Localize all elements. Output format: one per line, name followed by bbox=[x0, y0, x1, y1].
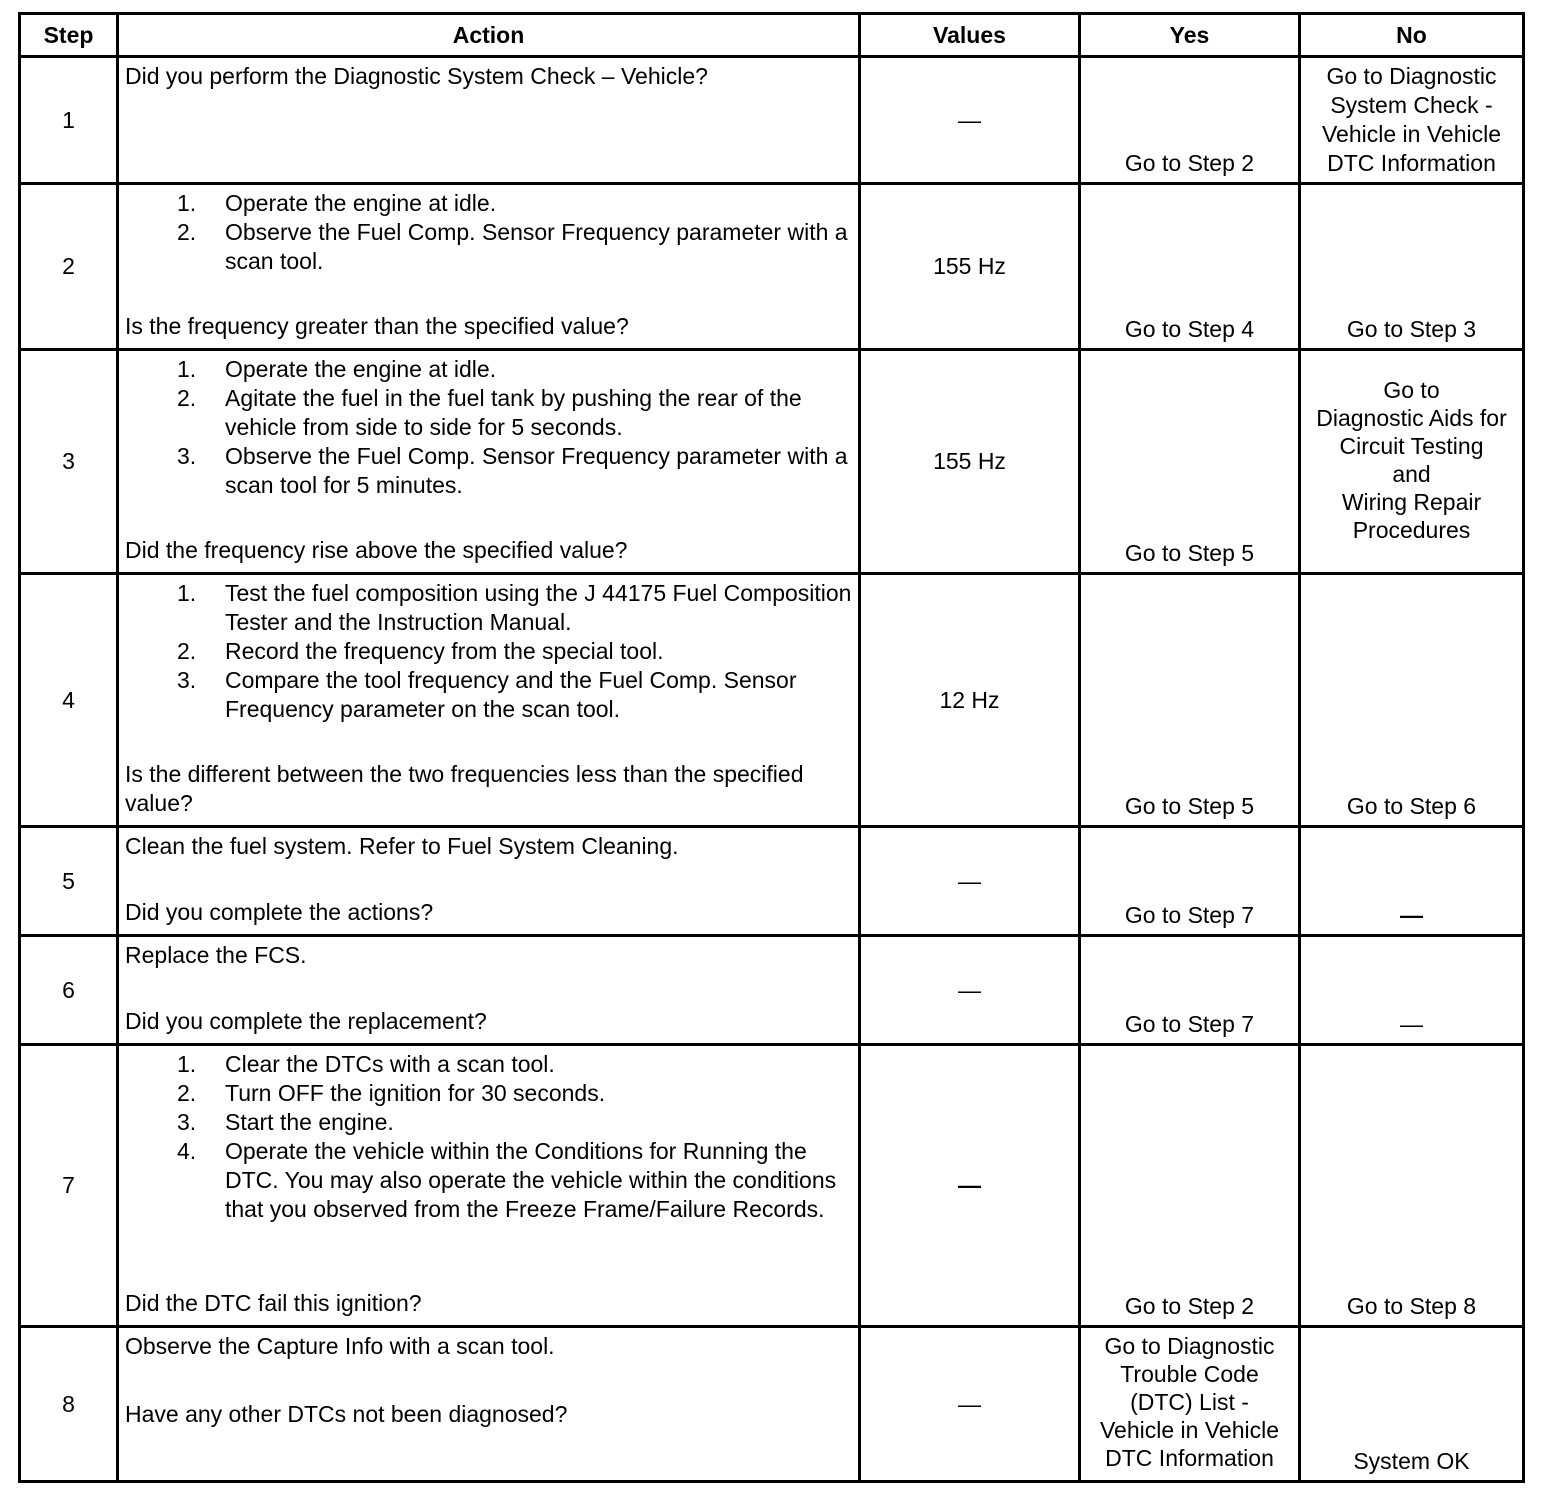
step-number: 7 bbox=[20, 1045, 118, 1327]
action-intro: Clean the fuel system. Refer to Fuel System Cleaning. bbox=[125, 833, 679, 859]
header-action: Action bbox=[118, 14, 860, 57]
list-item: 4. Operate the vehicle within the Conditions for Running the DTC. You may also operate the vehicle within the conditions that you observed from the Freeze Frame/Failure Records. bbox=[177, 1138, 837, 1222]
list-item: 2. Record the frequency from the special tool. bbox=[177, 638, 664, 664]
list-item: 3. Start the engine. bbox=[177, 1109, 394, 1135]
action-question: Have any other DTCs not been diagnosed? bbox=[125, 1401, 568, 1427]
step-number: 5 bbox=[20, 827, 118, 936]
action-intro: Replace the FCS. bbox=[125, 942, 307, 968]
no-result: System OK bbox=[1300, 1327, 1524, 1482]
value-cell: 155 Hz bbox=[860, 350, 1080, 574]
action-intro: Did you perform the Diagnostic System Check – Vehicle? bbox=[125, 63, 708, 89]
header-row bbox=[20, 14, 1524, 57]
value-cell: — bbox=[860, 1045, 1080, 1327]
no-link[interactable]: Go to Step 8 bbox=[1300, 1045, 1524, 1327]
list-item: 2. Agitate the fuel in the fuel tank by pushing the rear of the vehicle from side to side for 5 seconds. bbox=[177, 385, 802, 440]
action-cell bbox=[118, 936, 860, 1045]
step-number: 1 bbox=[20, 57, 118, 184]
table-row bbox=[20, 1045, 1524, 1327]
value-cell: 155 Hz bbox=[860, 184, 1080, 350]
header-values: Values bbox=[860, 14, 1080, 57]
list-item: 2. Observe the Fuel Comp. Sensor Frequency parameter with a scan tool. bbox=[177, 219, 848, 274]
table-row bbox=[20, 574, 1524, 827]
header-step: Step bbox=[20, 14, 118, 57]
yes-link[interactable]: Go to Diagnostic Trouble Code (DTC) List - Vehicle in Vehicle DTC Information bbox=[1080, 1327, 1300, 1482]
no-value: — bbox=[1300, 936, 1524, 1045]
action-steps bbox=[125, 355, 852, 500]
no-link[interactable]: Go to Step 3 bbox=[1300, 184, 1524, 350]
no-value: — bbox=[1300, 827, 1524, 936]
list-item: 1. Test the fuel composition using the J 44175 Fuel Composition Tester and the Instruction Manual. bbox=[177, 580, 852, 635]
yes-link[interactable]: Go to Step 2 bbox=[1080, 57, 1300, 184]
action-cell bbox=[118, 827, 860, 936]
table-row bbox=[20, 827, 1524, 936]
step-number: 4 bbox=[20, 574, 118, 827]
step-number: 8 bbox=[20, 1327, 118, 1482]
action-question: Did the DTC fail this ignition? bbox=[125, 1290, 422, 1316]
yes-link[interactable]: Go to Step 5 bbox=[1080, 574, 1300, 827]
header-yes: Yes bbox=[1080, 14, 1300, 57]
step-number: 6 bbox=[20, 936, 118, 1045]
table-row bbox=[20, 184, 1524, 350]
action-steps bbox=[125, 189, 852, 276]
no-link[interactable]: Go to Diagnostic System Check - Vehicle in Vehicle DTC Information bbox=[1300, 57, 1524, 184]
action-steps bbox=[125, 1050, 852, 1224]
list-item: 1. Clear the DTCs with a scan tool. bbox=[177, 1051, 555, 1077]
list-item: 3. Observe the Fuel Comp. Sensor Frequency parameter with a scan tool for 5 minutes. bbox=[177, 443, 848, 498]
value-cell: — bbox=[860, 936, 1080, 1045]
yes-link[interactable]: Go to Step 4 bbox=[1080, 184, 1300, 350]
list-item: 3. Compare the tool frequency and the Fuel Comp. Sensor Frequency parameter on the scan tool. bbox=[177, 667, 797, 722]
diagnostic-table bbox=[18, 12, 1525, 1483]
action-cell bbox=[118, 1327, 860, 1482]
action-question: Did the frequency rise above the specified value? bbox=[125, 537, 628, 563]
no-link[interactable]: Go to Diagnostic Aids for Circuit Testing and Wiring Repair Procedures bbox=[1300, 350, 1524, 574]
action-steps bbox=[125, 579, 852, 724]
header-no: No bbox=[1300, 14, 1524, 57]
step-number: 2 bbox=[20, 184, 118, 350]
action-cell bbox=[118, 350, 860, 574]
yes-link[interactable]: Go to Step 7 bbox=[1080, 827, 1300, 936]
table-row bbox=[20, 1327, 1524, 1482]
list-item: 1. Operate the engine at idle. bbox=[177, 356, 497, 382]
action-question: Is the frequency greater than the specified value? bbox=[125, 313, 629, 339]
action-cell bbox=[118, 574, 860, 827]
action-cell bbox=[118, 184, 860, 350]
yes-link[interactable]: Go to Step 2 bbox=[1080, 1045, 1300, 1327]
action-question: Is the different between the two frequencies less than the specified value? bbox=[125, 761, 804, 816]
action-cell bbox=[118, 57, 860, 184]
step-number: 3 bbox=[20, 350, 118, 574]
yes-link[interactable]: Go to Step 7 bbox=[1080, 936, 1300, 1045]
no-link[interactable]: Go to Step 6 bbox=[1300, 574, 1524, 827]
list-item: 2. Turn OFF the ignition for 30 seconds. bbox=[177, 1080, 606, 1106]
list-item: 1. Operate the engine at idle. bbox=[177, 190, 497, 216]
table-row bbox=[20, 936, 1524, 1045]
value-cell: — bbox=[860, 827, 1080, 936]
table-row bbox=[20, 57, 1524, 184]
yes-link[interactable]: Go to Step 5 bbox=[1080, 350, 1300, 574]
action-cell bbox=[118, 1045, 860, 1327]
value-cell: 12 Hz bbox=[860, 574, 1080, 827]
action-intro: Observe the Capture Info with a scan tool. bbox=[125, 1333, 555, 1359]
action-question: Did you complete the actions? bbox=[125, 899, 434, 925]
value-cell: — bbox=[860, 1327, 1080, 1482]
value-cell: — bbox=[860, 57, 1080, 184]
action-question: Did you complete the replacement? bbox=[125, 1008, 487, 1034]
table-row bbox=[20, 350, 1524, 574]
